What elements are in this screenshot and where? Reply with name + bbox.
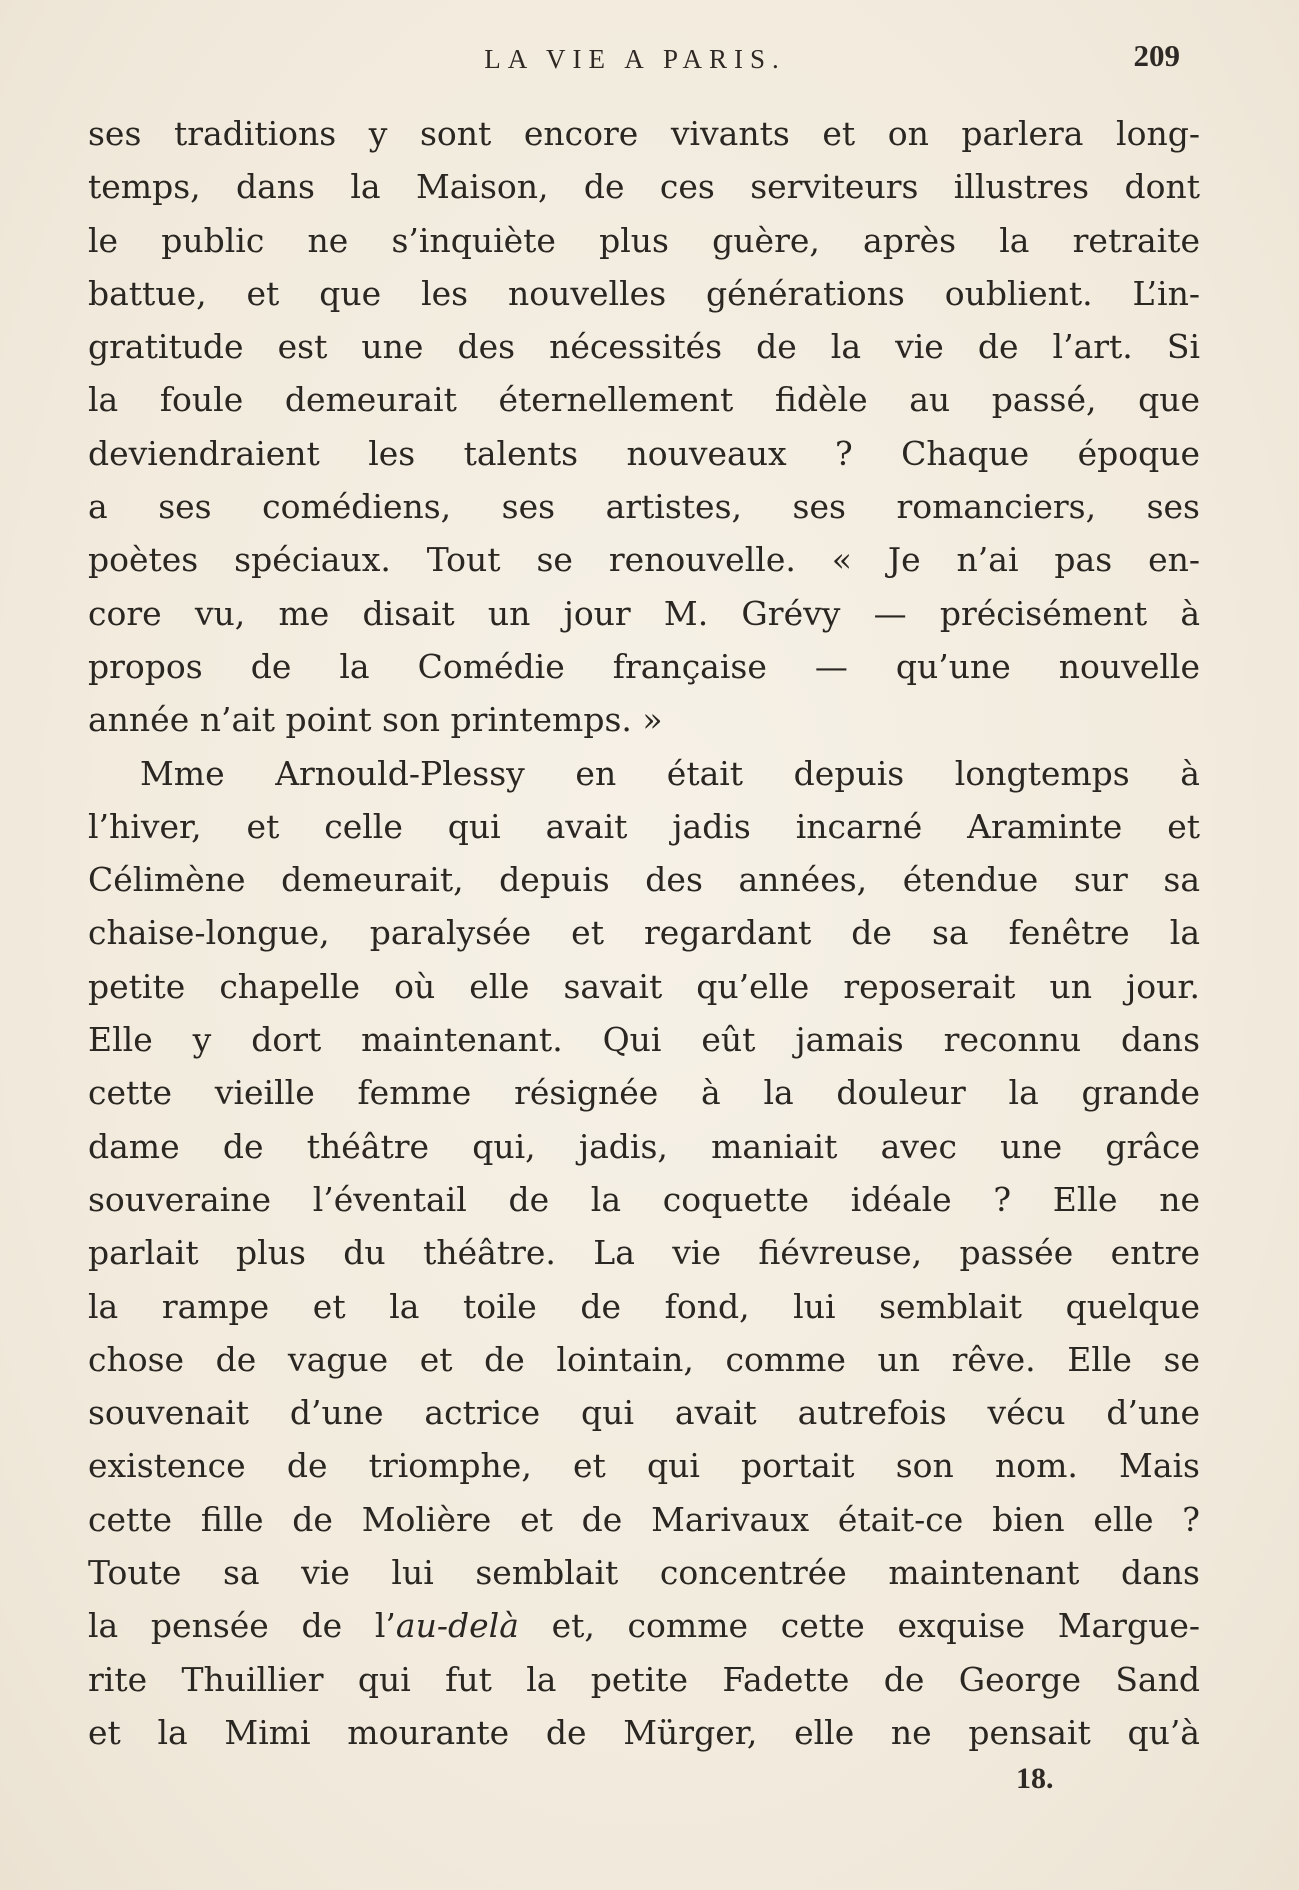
text-line: Mme Arnould-Plessy en était depuis longtemps à [140, 753, 1200, 793]
text-line: chaise-longue, paralysée et regardant de sa fenêtre la [88, 913, 1200, 953]
text-line: l’hiver, et celle qui avait jadis incarné Araminte et [88, 806, 1200, 846]
body-text [88, 107, 1200, 1759]
running-title: LA VIE A PARIS. [484, 44, 786, 74]
text-line: chose de vague et de lointain, comme un rêve. Elle se [88, 1339, 1200, 1379]
text-line: propos de la Comédie française — qu’une nouvelle [88, 646, 1200, 686]
text-line: existence de triomphe, et qui portait son nom. Mais [88, 1446, 1200, 1486]
text-line: poètes spéciaux. Tout se renouvelle. « Je n’ai pas en- [88, 540, 1200, 580]
text-line: le public ne s’inquiète plus guère, après la retraite [88, 220, 1200, 260]
text-line: petite chapelle où elle savait qu’elle reposerait un jour. [88, 966, 1200, 1006]
text-line: Elle y dort maintenant. Qui eût jamais reconnu dans [88, 1020, 1200, 1060]
text-run: et, comme cette exquise Margue- [518, 1606, 1200, 1646]
text-line: gratitude est une des nécessités de la vie de l’art. Si [88, 327, 1200, 367]
page-number: 209 [1133, 38, 1180, 73]
text-line: temps, dans la Maison, de ces serviteurs illustres dont [88, 167, 1200, 207]
text-line: rite Thuillier qui fut la petite Fadette de George Sand [88, 1659, 1200, 1699]
text-line: la foule demeurait éternellement fidèle au passé, que [88, 380, 1200, 420]
text-line: et la Mimi mourante de Mürger, elle ne pensait qu’à [88, 1712, 1200, 1752]
text-line: battue, et que les nouvelles générations oublient. L’in- [88, 273, 1200, 313]
text-line: souvenait d’une actrice qui avait autrefois vécu d’une [88, 1393, 1200, 1433]
text-line: cette vieille femme résignée à la douleur la grande [88, 1073, 1200, 1113]
text-line: année n’ait point son printemps. » [88, 700, 663, 740]
text-run: la pensée de l’ [88, 1606, 396, 1646]
text-line: deviendraient les talents nouveaux ? Chaque époque [88, 433, 1200, 473]
text-line: core vu, me disait un jour M. Grévy — précisément à [88, 593, 1200, 633]
text-line: a ses comédiens, ses artistes, ses romanciers, ses [88, 487, 1200, 527]
text-line: la rampe et la toile de fond, lui semblait quelque [88, 1286, 1200, 1326]
text-line: cette fille de Molière et de Marivaux était-ce bien elle ? [88, 1499, 1200, 1539]
page-header [90, 38, 1180, 88]
text-line: Toute sa vie lui semblait concentrée maintenant dans [88, 1553, 1200, 1593]
italic-term: au-delà [395, 1606, 519, 1646]
signature-mark: 18. [1016, 1762, 1054, 1795]
text-line: Célimène demeurait, depuis des années, étendue sur sa [88, 860, 1200, 900]
text-line: parlait plus du théâtre. La vie fiévreuse, passée entre [88, 1233, 1200, 1273]
text-line-with-italic [88, 1599, 1200, 1652]
text-line: souveraine l’éventail de la coquette idéale ? Elle ne [88, 1179, 1200, 1219]
text-line: dame de théâtre qui, jadis, maniait avec une grâce [88, 1126, 1200, 1166]
text-line: ses traditions y sont encore vivants et on parlera long- [88, 114, 1200, 153]
